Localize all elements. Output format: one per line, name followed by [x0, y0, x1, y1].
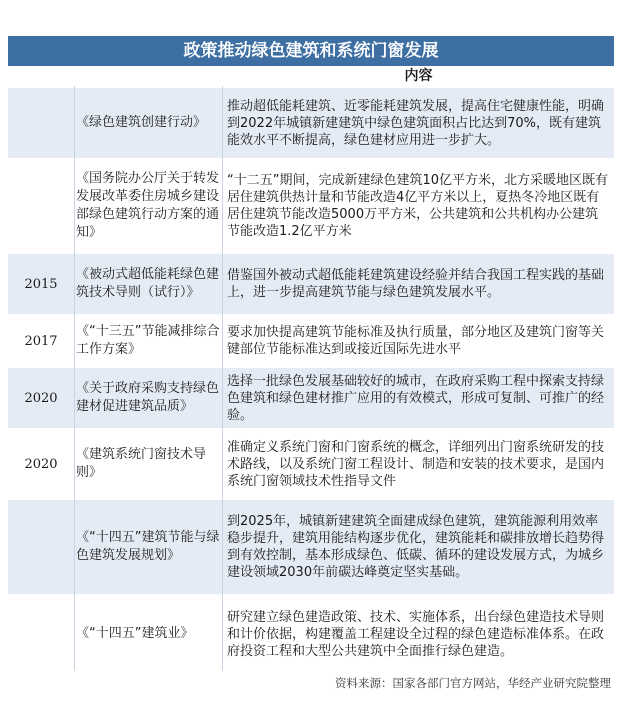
- policy-cell: 《关于政府采购支持绿色建材促进建筑品质》: [76, 381, 220, 414]
- table-row: [8, 314, 614, 366]
- content-cell: 到2025年，城镇新建建筑全面建成绿色建筑，建筑能源利用效率稳步提升，建筑用能结构逐步优化，建筑能耗和碳排放增长趋势得到有效控制，基本形成绿色、低碳、循环的建设发展方式，为城乡建设领域2030年前碳达峰奠定坚实基础。: [227, 514, 605, 580]
- policy-cell: 《建筑系统门窗技术导则》: [76, 447, 207, 480]
- table-row: [8, 366, 614, 428]
- content-cell: 研究建立绿色建造政策、技术、实施体系，出台绿色建造技术导则和计价依据，构建覆盖工程建设全过程的绿色建造标准体系。在政府投资工程和大型公共建筑中全面推行绿色建造。: [227, 609, 605, 659]
- year-cell: [8, 596, 74, 672]
- content-column-header: 内容: [404, 68, 433, 84]
- content-cell: “十二五”期间，完成新建绿色建筑10亿平方米，北方采暖地区既有居住建筑供热计量和节能改造4亿平方米以上，夏热冬冷地区既有居住建筑节能改造5000万平方米，公共建筑和公共机构办公建筑节能改造1.2亿平方米: [227, 173, 609, 239]
- content-cell: 准确定义系统门窗和门窗系统的概念，详细列出门窗系统研发的技术路线，以及系统门窗工程设计、制造和安装的技术要求，是国内系统门窗领域技术性指导文件: [227, 439, 605, 489]
- year-cell: 2015: [24, 276, 58, 292]
- table-row: [8, 594, 614, 672]
- table-row: [8, 498, 614, 594]
- column-divider: [222, 86, 223, 671]
- policy-cell: 《“十三五”节能减排综合工作方案》: [76, 324, 220, 357]
- year-cell: [8, 500, 74, 594]
- policy-cell: 《“十四五”建筑业》: [76, 626, 194, 641]
- policy-cell: 《国务院办公厅关于转发发展改革委住房城乡建设部绿色建筑行动方案的通知》: [76, 171, 220, 240]
- table-row: [8, 86, 614, 158]
- policy-cell: 《被动式超低能耗绿色建筑技术导则（试行）》: [76, 267, 220, 300]
- policy-cell: 《“十四五”建筑节能与绿色建筑发展规划》: [76, 530, 220, 563]
- year-cell: 2020: [24, 456, 58, 472]
- year-cell: 2020: [24, 390, 58, 406]
- content-cell: 要求加快提高建筑节能标准及执行质量，部分地区及建筑门窗等关键部位节能标准达到或接近国际先进水平: [227, 325, 605, 357]
- column-divider: [74, 86, 75, 671]
- policy-cell: 《绿色建筑创建行动》: [76, 115, 207, 130]
- year-cell: [8, 160, 74, 252]
- table-title: 政策推动绿色建筑和系统门窗发展: [8, 36, 614, 66]
- content-cell: 推动超低能耗建筑、近零能耗建筑发展，提高住宅健康性能，明确到2022年城镇新建建筑中绿色建筑面积占比达到70%，既有建筑能效水平不断提高，绿色建材应用进一步扩大。: [227, 98, 605, 148]
- year-cell: [8, 88, 74, 158]
- table-row: [8, 428, 614, 498]
- content-cell: 选择一批绿色发展基础较好的城市，在政府采购工程中探索支持绿色建筑和绿色建材推广应用的有效模式，形成可复制、可推广的经验。: [227, 373, 605, 423]
- table-row: [8, 252, 614, 314]
- table-header: [8, 66, 614, 86]
- source-note: 资料来源：国家各部门官方网站，华经产业研究院整理: [335, 676, 611, 690]
- content-cell: 借鉴国外被动式超低能耗建筑建设经验并结合我国工程实践的基础上，进一步提高建筑节能与绿色建筑发展水平。: [227, 268, 605, 300]
- year-cell: 2017: [24, 333, 58, 349]
- table-row: [8, 158, 614, 252]
